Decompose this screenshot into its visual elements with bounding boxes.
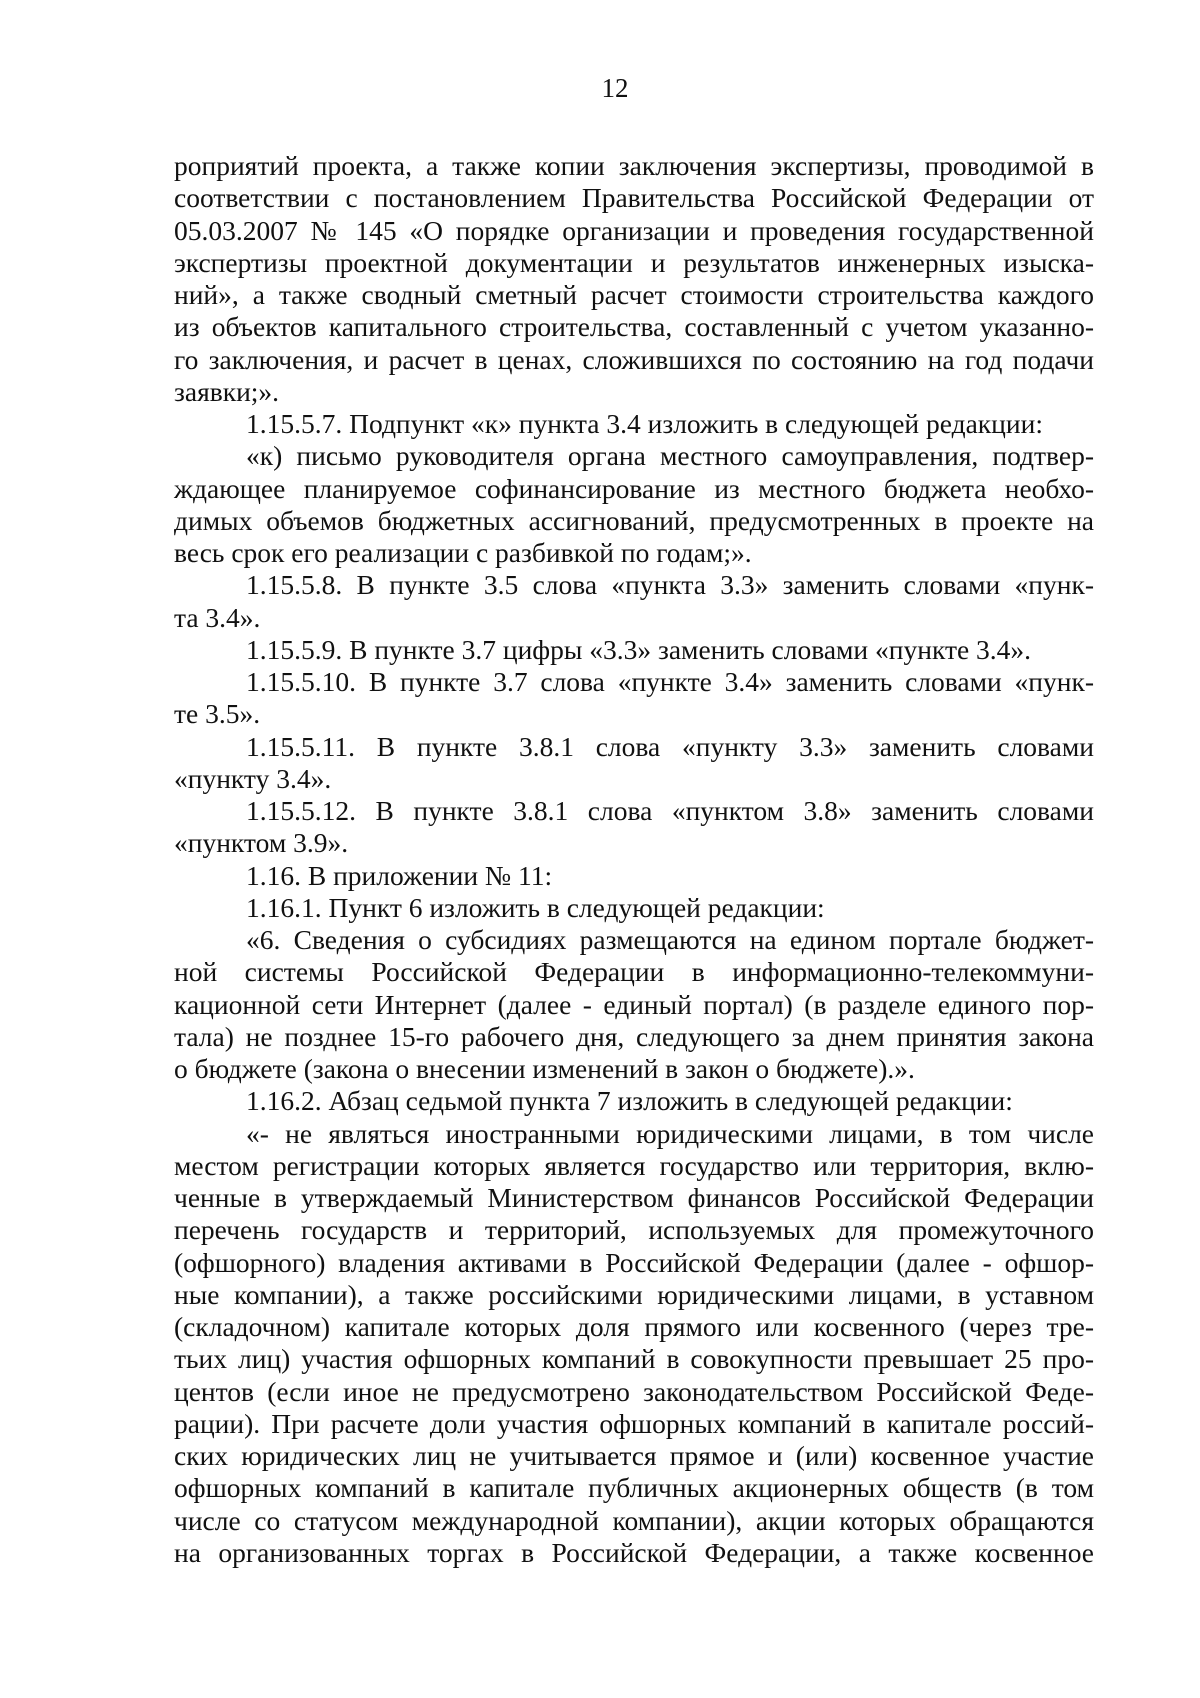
text-line: из объектов капитального строительства, составленный с учетом указанно- bbox=[174, 311, 1094, 343]
text-line: ной системы Российской Федерации в информационно-телекоммуни- bbox=[174, 956, 1094, 988]
text-line: местом регистрации которых является государство или территория, вклю- bbox=[174, 1149, 1094, 1181]
text-line: тьих лиц) участия офшорных компаний в совокупности превышает 25 про- bbox=[174, 1343, 1094, 1375]
text-line: экспертизы проектной документации и результатов инженерных изыска- bbox=[174, 246, 1094, 278]
text-line: (офшорного) владения активами в Российской Федерации (далее - офшор- bbox=[174, 1246, 1094, 1278]
text-line: соответствии с постановлением Правительства Российской Федерации от bbox=[174, 182, 1094, 214]
text-line: 1.15.5.10. В пункте 3.7 слова «пункте 3.4» заменить словами «пунк- bbox=[246, 666, 1094, 697]
text-line: на организованных торгах в Российской Федерации, а также косвенное bbox=[174, 1536, 1094, 1568]
text-line: 1.15.5.12. В пункте 3.8.1 слова «пунктом 3.8» заменить словами bbox=[246, 795, 1094, 826]
text-line: весь срок его реализации с разбивкой по годам;». bbox=[174, 537, 752, 568]
text-line: тала) не позднее 15-го рабочего дня, следующего за днем принятия закона bbox=[174, 1020, 1094, 1052]
text-line: кационной сети Интернет (далее - единый портал) (в разделе единого пор- bbox=[174, 988, 1094, 1020]
text-line: заявки;». bbox=[174, 375, 280, 407]
text-line: «к) письмо руководителя органа местного самоуправления, подтвер- bbox=[246, 440, 1094, 472]
text-line: перечень государств и территорий, используемых для промежуточного bbox=[174, 1214, 1094, 1246]
text-line: ные компании), а также российскими юридическими лицами, в уставном bbox=[174, 1278, 1094, 1310]
text-line: «пунктом 3.9». bbox=[174, 827, 349, 859]
text-line: роприятий проекта, а также копии заключения экспертизы, проводимой в bbox=[174, 150, 1094, 181]
text-line: та 3.4». bbox=[174, 601, 261, 633]
text-line: го заключения, и расчет в ценах, сложившихся по состоянию на год подачи bbox=[174, 343, 1094, 375]
text-line: 1.16.2. Абзац седьмой пункта 7 изложить в следующей редакции: bbox=[246, 1085, 1013, 1117]
text-line: ских юридических лиц не учитывается прямое и (или) косвенное участие bbox=[174, 1440, 1094, 1471]
text-line: ченные в утверждаемый Министерством финансов Российской Федерации bbox=[174, 1182, 1094, 1213]
text-line: 1.15.5.7. Подпункт «к» пункта 3.4 изложить в следующей редакции: bbox=[246, 408, 1043, 439]
text-line: «6. Сведения о субсидиях размещаются на едином портале бюджет- bbox=[246, 924, 1094, 955]
text-line: те 3.5». bbox=[174, 698, 261, 730]
text-line: числе со статусом международной компании), акции которых обращаются bbox=[174, 1504, 1094, 1536]
text-line: 1.15.5.9. В пункте 3.7 цифры «3.3» заменить словами «пункте 3.4». bbox=[246, 633, 1032, 665]
text-line: 1.15.5.8. В пункте 3.5 слова «пункта 3.3» заменить словами «пунк- bbox=[246, 569, 1094, 601]
text-line: ний», а также сводный сметный расчет стоимости строительства каждого bbox=[174, 279, 1094, 310]
document-body bbox=[174, 150, 1094, 1569]
text-line: (складочном) капитале которых доля прямого или косвенного (через тре- bbox=[174, 1311, 1094, 1342]
text-line: «- не являться иностранными юридическими лицами, в том числе bbox=[246, 1117, 1094, 1149]
text-line: офшорных компаний в капитале публичных акционерных обществ (в том bbox=[174, 1472, 1094, 1504]
text-line: 1.16. В приложении № 11: bbox=[246, 859, 553, 891]
text-line: 1.16.1. Пункт 6 изложить в следующей редакции: bbox=[246, 891, 825, 923]
text-line: рации). При расчете доли участия офшорных компаний в капитале россий- bbox=[174, 1407, 1094, 1439]
text-line: 1.15.5.11. В пункте 3.8.1 слова «пункту 3.3» заменить словами bbox=[246, 730, 1094, 762]
text-line: димых объемов бюджетных ассигнований, предусмотренных в проекте на bbox=[174, 504, 1094, 536]
text-line: 05.03.2007 № 145 «О порядке организации и проведения государственной bbox=[174, 214, 1094, 246]
text-line: центов (если иное не предусмотрено законодательством Российской Феде- bbox=[174, 1375, 1094, 1407]
text-line: ждающее планируемое софинансирование из местного бюджета необхо- bbox=[174, 472, 1094, 504]
page-number: 12 bbox=[601, 73, 629, 103]
text-line: о бюджете (закона о внесении изменений в закон о бюджете).». bbox=[174, 1053, 915, 1084]
text-line: «пункту 3.4». bbox=[174, 762, 332, 794]
